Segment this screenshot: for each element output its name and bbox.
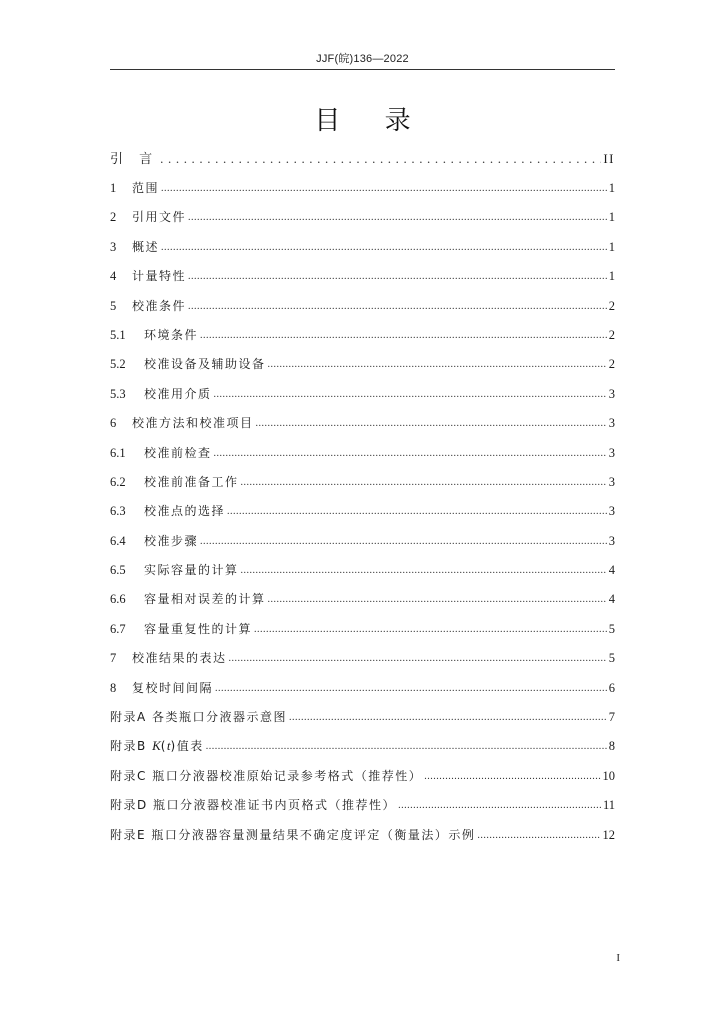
toc-entry-label: 附录E 瓶口分液器容量测量结果不确定度评定（衡量法）示例 xyxy=(110,827,476,842)
toc-entry-page: 2 xyxy=(608,298,615,313)
toc-leader-dots xyxy=(229,650,607,668)
toc-entry-label: 附录B K(t)值表 xyxy=(110,738,204,754)
toc-entry[interactable] xyxy=(110,355,615,375)
toc-entry[interactable] xyxy=(110,767,615,787)
toc-entry-page: 8 xyxy=(608,739,615,754)
toc-entry-page: 6 xyxy=(608,680,615,695)
toc-entry-page: 3 xyxy=(608,445,615,460)
toc-entry[interactable] xyxy=(110,385,615,405)
toc-entry-number: 6.2 xyxy=(110,474,126,489)
toc-entry-number: 5.1 xyxy=(110,327,126,342)
toc-leader-dots xyxy=(161,239,607,257)
toc-entry-number: 2 xyxy=(110,210,117,225)
toc-entry[interactable] xyxy=(110,532,615,552)
toc-leader-dots xyxy=(398,797,601,815)
toc-leader-dots xyxy=(254,621,607,639)
toc-entry[interactable] xyxy=(110,561,615,581)
toc-entry-number: 3 xyxy=(110,239,117,254)
toc-entry-number: 5 xyxy=(110,298,117,313)
toc-leader-dots xyxy=(214,445,607,463)
toc-entry[interactable] xyxy=(110,208,615,228)
toc-entry-label: 实际容量的计算 xyxy=(144,563,239,578)
toc-entry[interactable] xyxy=(110,590,615,610)
page-number: I xyxy=(616,952,620,964)
toc-entry-label: 概述 xyxy=(132,239,160,254)
toc-entry[interactable] xyxy=(110,414,615,434)
document-code-header: JJF(皖)136—2022 xyxy=(316,53,409,65)
toc-entry[interactable] xyxy=(110,679,615,699)
toc-entry-page: 1 xyxy=(608,239,615,254)
toc-entry-label: 引 言 xyxy=(110,152,159,167)
toc-leader-dots xyxy=(200,327,607,345)
toc-leader-dots xyxy=(160,150,601,168)
toc-entry-page: 3 xyxy=(608,533,615,548)
toc-entry-page: 1 xyxy=(608,210,615,225)
header-divider xyxy=(110,69,615,70)
toc-leader-dots xyxy=(161,180,607,198)
toc-leader-dots xyxy=(227,503,607,521)
toc-leader-dots xyxy=(206,738,607,756)
toc-leader-dots xyxy=(241,562,607,580)
toc-leader-dots xyxy=(241,474,607,492)
toc-entry-label: 校准前准备工作 xyxy=(144,474,239,489)
toc-entry[interactable] xyxy=(110,620,615,640)
toc-entry-label: 复校时间间隔 xyxy=(132,680,214,695)
toc-entry-number: 6.3 xyxy=(110,504,126,519)
toc-entry-label: 校准用介质 xyxy=(144,386,212,401)
toc-entry-label: 计量特性 xyxy=(132,269,187,284)
toc-entry-label: 校准前检查 xyxy=(144,445,212,460)
toc-entry-page: 12 xyxy=(602,827,615,842)
toc-entry-label: 范围 xyxy=(132,181,160,195)
toc-entry-page: 3 xyxy=(608,416,615,431)
toc-entry[interactable] xyxy=(110,238,615,258)
toc-entry-label: 校准步骤 xyxy=(144,533,199,548)
toc-leader-dots xyxy=(188,209,607,227)
toc-entry-page: 1 xyxy=(608,269,615,284)
toc-entry-number: 7 xyxy=(110,651,117,666)
toc-entry[interactable] xyxy=(110,444,615,464)
toc-entry-number: 6.4 xyxy=(110,533,126,548)
toc-entry-label: 校准方法和校准项目 xyxy=(132,416,254,431)
toc-entry-page: 7 xyxy=(608,710,615,725)
toc-entry-number: 5.2 xyxy=(110,357,126,372)
toc-entry-label: 附录C 瓶口分液器校准原始记录参考格式（推荐性） xyxy=(110,768,423,783)
toc-entry-page: 11 xyxy=(602,798,615,813)
toc-entry-page: 3 xyxy=(608,386,615,401)
toc-entry-number: 8 xyxy=(110,680,117,695)
toc-entry-page: 4 xyxy=(608,563,615,578)
toc-entry[interactable] xyxy=(110,826,615,846)
toc-entry-number: 5.3 xyxy=(110,386,126,401)
page-title: 目 录 xyxy=(314,106,429,136)
toc-entry-label: 附录A 各类瓶口分液器示意图 xyxy=(110,710,288,725)
toc-entry-page: 2 xyxy=(608,327,615,342)
toc-entry-number: 4 xyxy=(110,269,117,284)
toc-leader-dots xyxy=(215,680,607,698)
toc-entry-label: 校准点的选择 xyxy=(144,504,226,519)
toc-leader-dots xyxy=(214,386,607,404)
toc-entry[interactable] xyxy=(110,737,615,757)
toc-entry-label: 校准结果的表达 xyxy=(132,651,227,666)
toc-entry-number: 6 xyxy=(110,416,117,431)
toc-leader-dots xyxy=(200,533,607,551)
toc-leader-dots xyxy=(477,827,600,845)
toc-entry[interactable] xyxy=(110,267,615,287)
toc-entry-page: 5 xyxy=(608,651,615,666)
toc-entry-label: 校准条件 xyxy=(132,298,187,313)
toc-entry-number: 6.6 xyxy=(110,592,126,607)
toc-leader-dots xyxy=(268,356,607,374)
toc-entry[interactable] xyxy=(110,649,615,669)
toc-entry[interactable] xyxy=(110,502,615,522)
toc-entry-label: 环境条件 xyxy=(144,327,199,342)
toc-entry-page: 3 xyxy=(608,474,615,489)
table-of-contents xyxy=(110,150,615,855)
toc-leader-dots xyxy=(188,298,607,316)
toc-leader-dots xyxy=(268,591,607,609)
toc-entry[interactable] xyxy=(110,796,615,816)
toc-entry-page: 2 xyxy=(608,357,615,372)
toc-entry-page: 5 xyxy=(608,621,615,636)
toc-entry[interactable] xyxy=(110,179,615,199)
toc-leader-dots xyxy=(256,415,607,433)
toc-entry[interactable] xyxy=(110,708,615,728)
toc-entry-number: 6.5 xyxy=(110,563,126,578)
toc-entry-page: 10 xyxy=(602,768,615,783)
toc-entry-label: 引用文件 xyxy=(132,210,187,225)
toc-entry-label: 容量相对误差的计算 xyxy=(144,592,266,607)
toc-entry-label: 容量重复性的计算 xyxy=(144,621,253,636)
toc-entry[interactable] xyxy=(110,326,615,346)
toc-entry-label: 附录D 瓶口分液器校准证书内页格式（推荐性） xyxy=(110,798,397,813)
toc-entry[interactable] xyxy=(110,150,615,169)
toc-entry[interactable] xyxy=(110,297,615,317)
toc-leader-dots xyxy=(424,768,600,786)
toc-entry-number: 1 xyxy=(110,181,117,195)
toc-leader-dots xyxy=(188,268,607,286)
toc-entry-label: 校准设备及辅助设备 xyxy=(144,357,266,372)
toc-entry[interactable] xyxy=(110,473,615,493)
toc-leader-dots xyxy=(289,709,607,727)
toc-entry-page: 4 xyxy=(608,592,615,607)
toc-entry-page: 1 xyxy=(608,181,615,195)
toc-entry-number: 6.1 xyxy=(110,445,126,460)
toc-entry-page: 3 xyxy=(608,504,615,519)
toc-entry-number: 6.7 xyxy=(110,621,126,636)
toc-entry-page: II xyxy=(603,151,615,166)
